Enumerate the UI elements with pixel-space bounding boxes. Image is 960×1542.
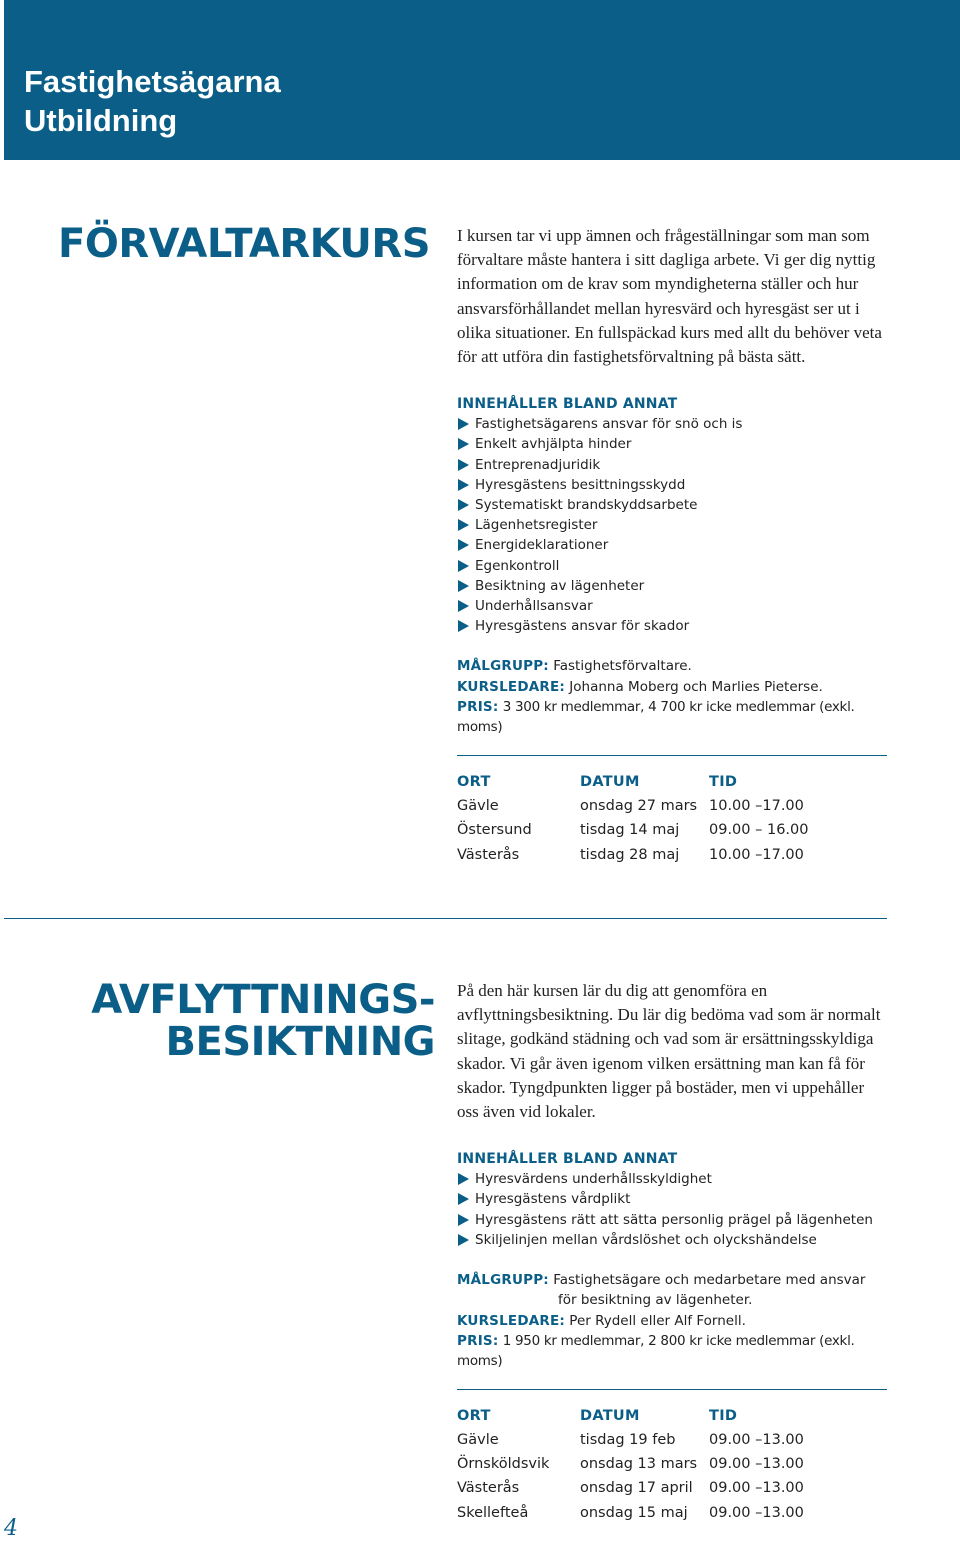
brand-title-line1: Fastighetsägarna: [24, 64, 281, 99]
arrow-right-icon: [458, 459, 469, 471]
arrow-right-icon: [458, 479, 469, 491]
arrow-right-icon: [458, 519, 469, 531]
arrow-right-icon: [458, 580, 469, 592]
table-row: Skellefteå onsdag 15 maj 09.00 –13.00: [457, 1504, 804, 1521]
course1-intro: I kursen tar vi upp ämnen och frågeställningar som man som förvaltare måste hantera i sitt dagliga arbete. Vi ger dig nyttig information om de krav som myndigheterna ställer och hur ansvarsförhållandet mellan hyresvärd och hyresgäst ser ut i olika situationer. En fullspäckad kurs med allt du behöver veta för att utföra din fastighetsförvaltning på bästa sätt.: [457, 226, 882, 367]
course2-contains-heading: INNEHÅLLER BLAND ANNAT: [457, 1151, 678, 1168]
course1-topic-list: [457, 414, 889, 636]
list-item: Systematiskt brandskyddsarbete: [457, 495, 889, 515]
table-row: Östersund tisdag 14 maj 09.00 – 16.00: [457, 822, 809, 839]
table-row: Gävle tisdag 19 feb 09.00 –13.00: [457, 1431, 804, 1448]
course2-schedule-header: [457, 1404, 889, 1428]
table-row: Örnsköldsvik onsdag 13 mars 09.00 –13.00: [457, 1456, 804, 1473]
course1-price: PRIS: 3 300 kr medlemmar, 4 700 kr icke medlemmar (exkl. moms): [457, 699, 855, 736]
list-item: Skiljelinjen mellan vårdslöshet och olyckshändelse: [457, 1230, 889, 1250]
header-banner: [4, 0, 960, 160]
course2-price: PRIS: 1 950 kr medlemmar, 2 800 kr icke medlemmar (exkl. moms): [457, 1332, 855, 1370]
column-header-tid: TID: [709, 1407, 738, 1424]
column-header-datum: DATUM: [580, 1407, 640, 1424]
list-item: Hyresvärdens underhållsskyldighet: [457, 1169, 889, 1189]
table-row: Västerås tisdag 28 maj 10.00 –17.00: [457, 846, 804, 863]
brand-title-line2: Utbildning: [24, 103, 178, 138]
course1-target-group: MÅLGRUPP: Fastighetsförvaltare.: [457, 658, 692, 675]
list-item: Lägenhetsregister: [457, 515, 889, 535]
course2-title-line2: BESIKTNING: [165, 1019, 435, 1065]
arrow-right-icon: [458, 1214, 469, 1226]
course1-title: FÖRVALTARKURS: [58, 221, 431, 267]
list-item: Underhållsansvar: [457, 596, 889, 616]
arrow-right-icon: [458, 560, 469, 572]
page-number: 4: [4, 1516, 18, 1541]
course1-course-leader: KURSLEDARE: Johanna Moberg och Marlies Pieterse.: [457, 678, 823, 695]
table-row: Gävle onsdag 27 mars 10.00 –17.00: [457, 797, 804, 814]
arrow-right-icon: [458, 1234, 469, 1246]
course2-topic-list: [457, 1169, 889, 1250]
column-header-tid: TID: [709, 773, 738, 790]
course2-title-line1: AVFLYTTNINGS-: [91, 977, 435, 1023]
arrow-right-icon: [458, 1173, 469, 1185]
course2-target-group: MÅLGRUPP: Fastighetsägare och medarbetare med ansvar: [457, 1272, 866, 1289]
arrow-right-icon: [458, 418, 469, 430]
arrow-right-icon: [458, 539, 469, 551]
list-item: Hyresgästens besittningsskydd: [457, 475, 889, 495]
column-header-ort: ORT: [457, 773, 491, 790]
course1-content: [457, 224, 889, 867]
column-header-datum: DATUM: [580, 773, 640, 790]
course1-schedule-header: [457, 770, 889, 794]
list-item: Hyresgästens vårdplikt: [457, 1189, 889, 1209]
arrow-right-icon: [458, 438, 469, 450]
course2-course-leader: KURSLEDARE: Per Rydell eller Alf Fornell.: [457, 1312, 746, 1329]
list-item: Enkelt avhjälpta hinder: [457, 434, 889, 454]
list-item: Besiktning av lägenheter: [457, 576, 889, 596]
course1-contains-heading: INNEHÅLLER BLAND ANNAT: [457, 396, 678, 413]
arrow-right-icon: [458, 1193, 469, 1205]
column-header-ort: ORT: [457, 1407, 491, 1424]
list-item: Egenkontroll: [457, 556, 889, 576]
table-row: Västerås onsdag 17 april 09.00 –13.00: [457, 1480, 804, 1497]
course2-title: [58, 979, 435, 1063]
list-item: Fastighetsägarens ansvar för snö och is: [457, 414, 889, 434]
course2-target-group-cont: för besiktning av lägenheter.: [558, 1292, 753, 1309]
list-item: Hyresgästens rätt att sätta personlig prägel på lägenheten: [457, 1210, 889, 1230]
course2-content: [457, 979, 889, 1525]
list-item: Energideklarationer: [457, 535, 889, 555]
section-divider: [4, 918, 887, 919]
list-item: Hyresgästens ansvar för skador: [457, 616, 889, 636]
course2-intro: På den här kursen lär du dig att genomföra en avflyttningsbesiktning. Du lär dig bedöma vad som är normalt slitage, godkänd städning och vad som är ersättningsskyldiga skador. Vi går även igenom vilken ersättning man kan få för skador. Tyngdpunkten ligger på bostäder, men vi uppehåller oss även vid lokaler.: [457, 981, 881, 1122]
arrow-right-icon: [458, 600, 469, 612]
list-item: Entreprenadjuridik: [457, 455, 889, 475]
brand-title: [24, 62, 281, 140]
arrow-right-icon: [458, 499, 469, 511]
arrow-right-icon: [458, 620, 469, 632]
